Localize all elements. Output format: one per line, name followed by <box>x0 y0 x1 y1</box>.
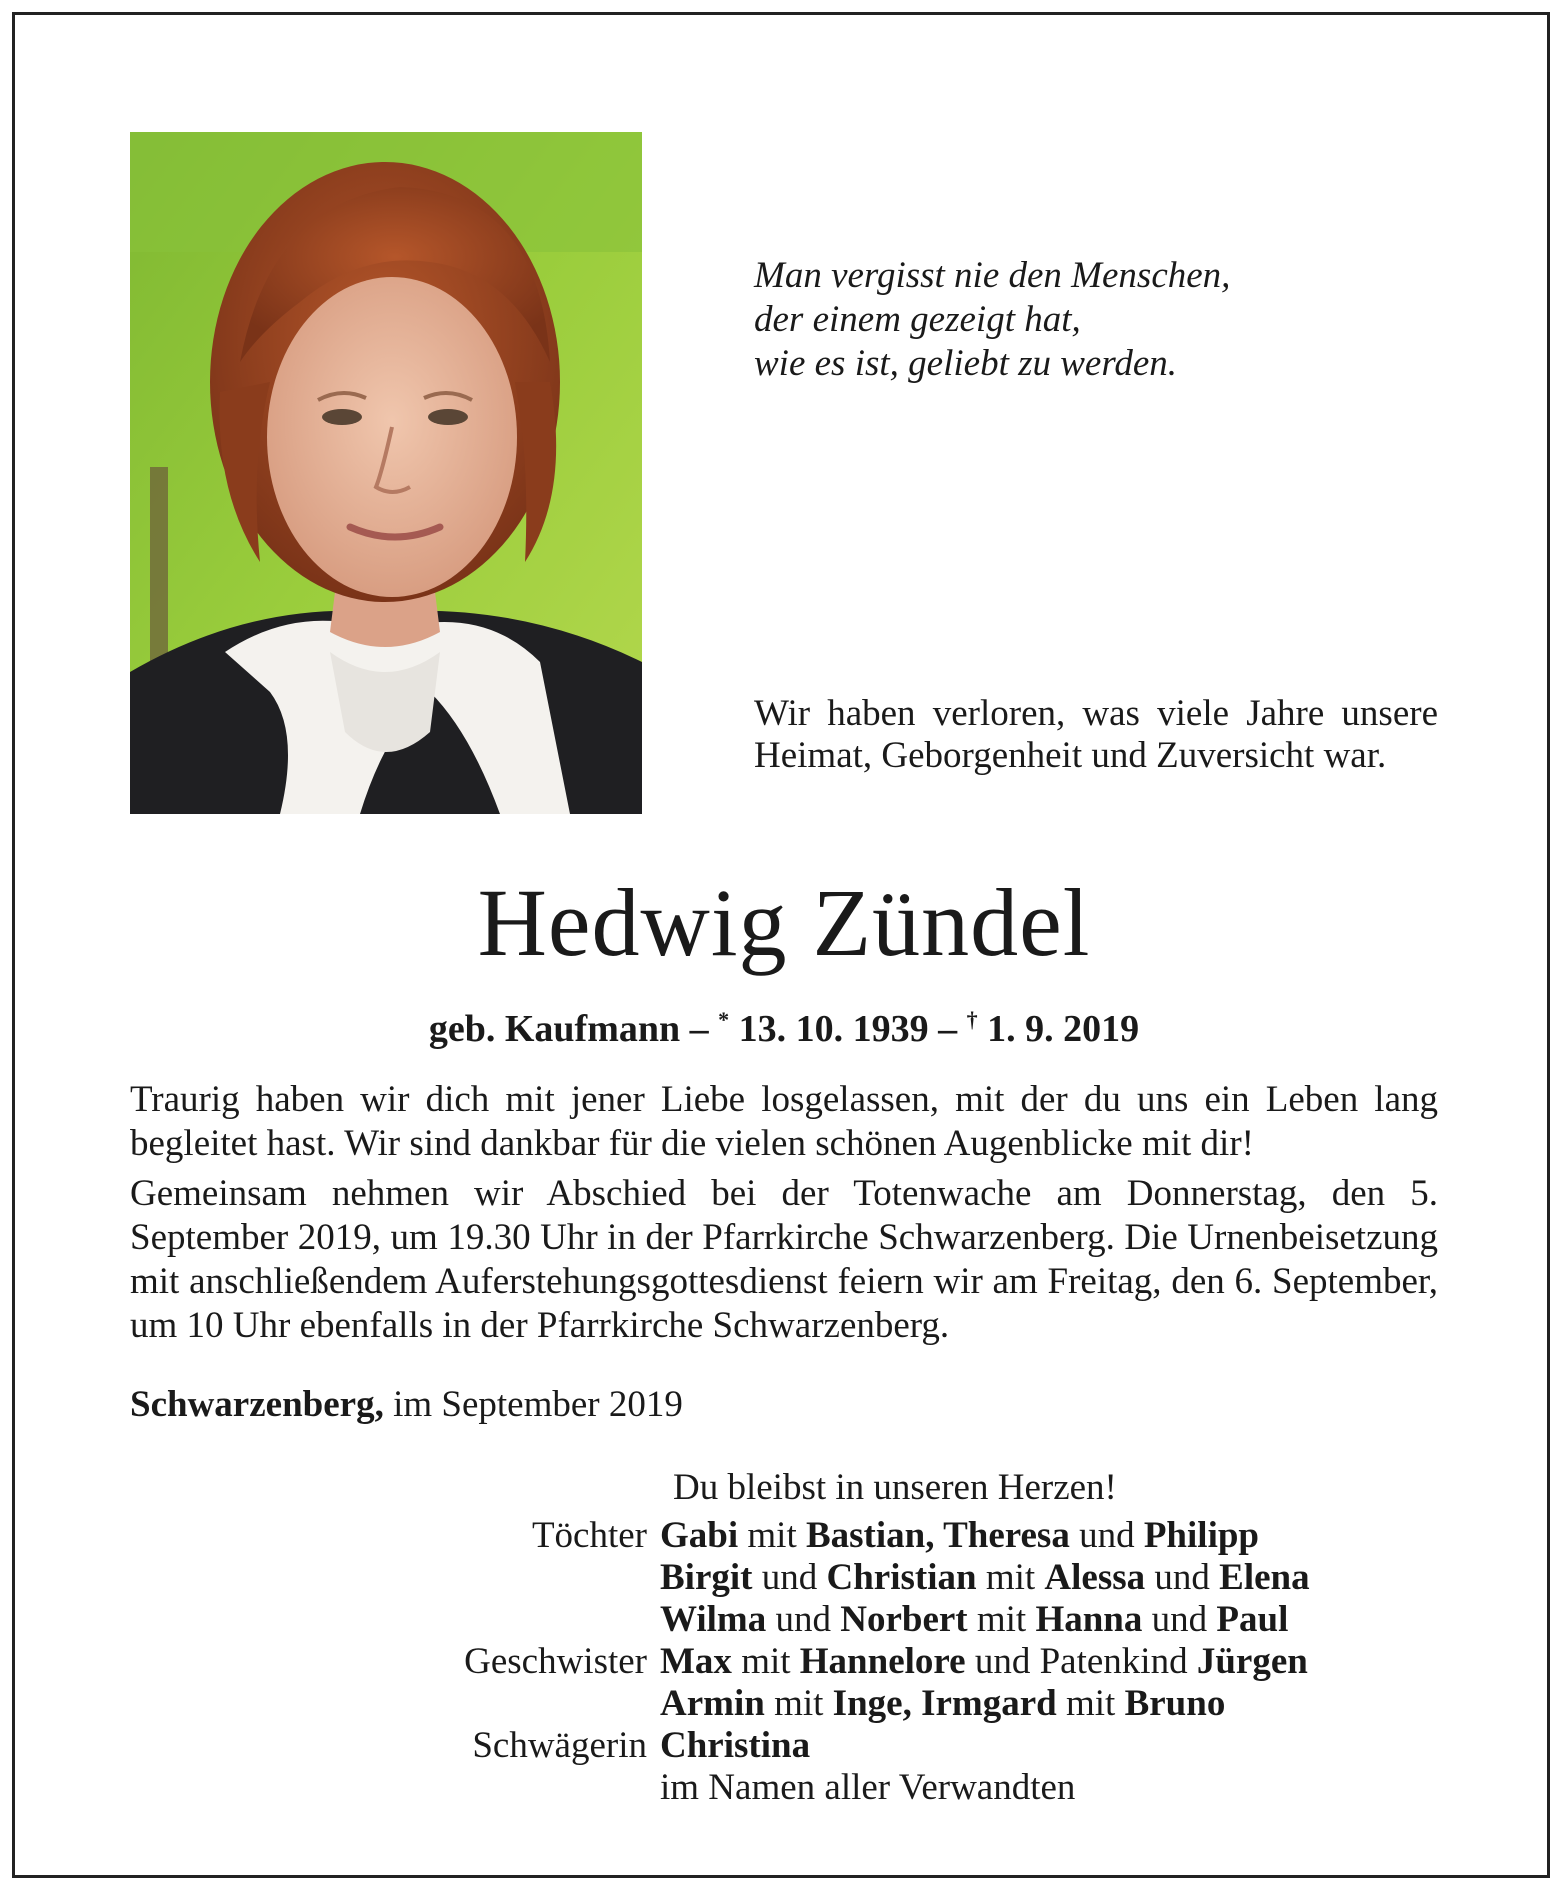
life-dates <box>0 996 1568 1053</box>
family-names: Max mit Hannelore und Patenkind Jürgen <box>660 1641 1308 1682</box>
portrait-illustration <box>130 132 642 814</box>
body-paragraph-2: Gemeinsam nehmen wir Abschied bei der Totenwache am Donnerstag, den 5. September 2019, um 19.30 Uhr in der Pfarrkirche Schwarzenberg. Die Urnenbeisetzung mit anschließendem Auferstehungsgottesdienst feiern wir am Freitag, den 6. September, um 10 Uhr ebenfalls in der Pfarrkirche Schwarzenberg. <box>130 1173 1438 1346</box>
family-list <box>180 1515 1450 1809</box>
family-row <box>180 1683 1450 1725</box>
family-footer: im Namen aller Verwandten <box>660 1767 1076 1808</box>
portrait-photo <box>130 132 642 814</box>
birth-date: 13. 10. 1939 <box>738 1008 929 1050</box>
place-date <box>130 1383 683 1427</box>
family-row <box>180 1767 1450 1809</box>
family-label-schwaegerin: Schwägerin <box>472 1725 647 1766</box>
notice-body <box>130 1078 1438 1354</box>
family-names: Wilma und Norbert mit Hanna und Paul <box>660 1599 1289 1640</box>
deceased-name: Hedwig Zündel <box>477 869 1091 976</box>
place-town: Schwarzenberg, <box>130 1384 384 1425</box>
family-names: Birgit und Christian mit Alessa und Elena <box>660 1557 1310 1598</box>
place-month: im September 2019 <box>393 1384 683 1425</box>
family-row <box>180 1557 1450 1599</box>
family-row <box>180 1515 1450 1557</box>
separator-1: – <box>689 1008 709 1050</box>
separator-2: – <box>938 1008 958 1050</box>
maiden-name: geb. Kaufmann <box>428 1008 681 1050</box>
family-row <box>180 1599 1450 1641</box>
closing-line: Du bleibst in unseren Herzen! <box>673 1467 1117 1508</box>
family-label-geschwister: Geschwister <box>464 1641 647 1682</box>
death-date: 1. 9. 2019 <box>987 1008 1140 1050</box>
death-symbol: † <box>966 1007 978 1032</box>
body-paragraph-1: Traurig haben wir dich mit jener Liebe losgelassen, mit der du uns ein Leben lang begleitet hast. Wir sind dankbar für die vielen schönen Augenblicke mit dir! <box>130 1079 1438 1164</box>
family-row <box>180 1641 1450 1683</box>
family-label-toechter: Töchter <box>531 1515 647 1556</box>
family-names: Christina <box>660 1725 811 1766</box>
birth-symbol: * <box>718 1007 730 1032</box>
family-row <box>180 1725 1450 1767</box>
quote-line-1: Man vergisst nie den Menschen, <box>754 255 1231 296</box>
quote-line-3: wie es ist, geliebt zu werden. <box>754 343 1178 384</box>
memorial-quote <box>754 254 1454 386</box>
loss-statement: Wir haben verloren, was viele Jahre unsere Heimat, Geborgenheit und Zuversicht war. <box>754 693 1438 776</box>
family-names: Armin mit Inge, Irmgard mit Bruno <box>660 1683 1226 1724</box>
family-names: Gabi mit Bastian, Theresa und Philipp <box>660 1515 1260 1556</box>
quote-line-2: der einem gezeigt hat, <box>754 299 1081 340</box>
